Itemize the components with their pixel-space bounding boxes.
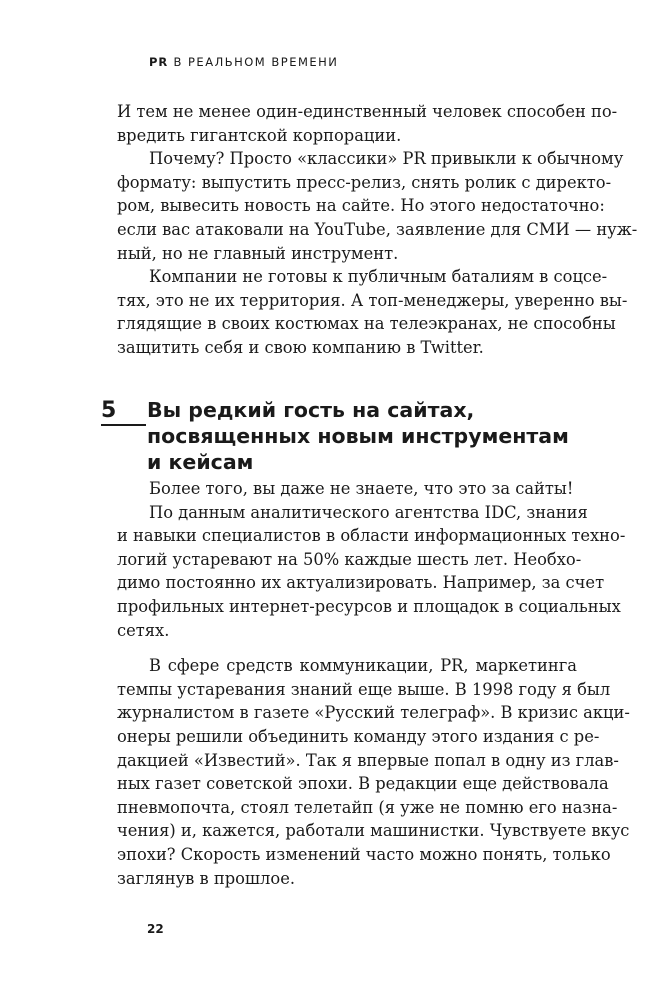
text-line: ный, но не главный инструмент. [117,243,399,263]
text-line: глядящие в своих костюмах на телеэкранах, не способны [117,314,616,334]
section-rule [101,424,146,426]
section-title-line: и кейсам [147,450,254,474]
running-head-bold: PR [149,55,169,69]
text-line: ных газет советской эпохи. В редакции еще действовала [117,774,609,794]
text-line: димо постоянно их актуализировать. Например, за счет [117,573,605,593]
text-block-top [117,100,638,360]
text-line: профильных интернет-ресурсов и площадок в социальных [117,596,621,616]
text-line: тях, это не их территория. А топ-менеджеры, уверенно вы- [117,290,628,310]
running-head-text: В РЕАЛЬНОМ ВРЕМЕНИ [173,55,339,69]
text-line: сетях. [117,620,170,640]
paragraph [117,147,638,265]
text-block-bottom [117,477,630,890]
page-number: 22 [147,922,164,936]
text-line: логий устаревают на 50% каждые шесть лет. Необхо- [117,549,582,569]
text-line: онеры решили объединить команду этого издания с ре- [117,726,600,746]
text-line: В сфере средств коммуникации, PR, маркетинга [149,656,577,676]
paragraph [117,265,628,359]
text-line: темпы устаревания знаний еще выше. В 1998 году я был [117,679,611,699]
text-line: журналистом в газете «Русский телеграф». В кризис акци- [117,703,630,723]
text-line: ром, вывесить новость на сайте. Но этого недостаточно: [117,196,605,216]
text-line: Почему? Просто «классики» PR привыкли к обычному [149,149,624,169]
text-line: По данным аналитического агентства IDC, знания [149,502,588,522]
text-line: заглянув в прошлое. [117,868,296,888]
section-number: 5 [101,398,117,423]
paragraph [117,654,630,890]
section-title-line: Вы редкий гость на сайтах, [147,398,475,422]
text-line: и навыки специалистов в области информационных техно- [117,526,626,546]
text-line: формату: выпустить пресс-релиз, снять ролик с директо- [117,172,612,192]
text-line: чения) и, кажется, работали машинистки. Чувствуете вкус [117,821,630,841]
text-line: пневмопочта, стоял телетайп (я уже не помню его назна- [117,797,618,817]
paragraph [117,501,626,643]
section-title-line: посвященных новым инструментам [147,424,569,448]
text-line: И тем не менее один-единственный человек способен по- [117,102,618,121]
text-line: Компании не готовы к публичным баталиям в соцсе- [149,267,608,287]
text-line: если вас атаковали на YouTube, заявление для СМИ — нуж- [117,219,638,239]
text-line: дакцией «Известий». Так я впервые попал в одну из глав- [117,750,619,770]
text-line: защитить себя и свою компанию в Twitter. [117,337,484,357]
text-line: вредить гигантской корпорации. [117,125,402,145]
paragraph [117,477,577,501]
section-title [147,397,569,475]
running-head [149,55,338,69]
paragraph [117,100,618,147]
text-line: Более того, вы даже не знаете, что это за сайты! [149,479,574,498]
text-line: эпохи? Скорость изменений часто можно понять, только [117,844,611,864]
